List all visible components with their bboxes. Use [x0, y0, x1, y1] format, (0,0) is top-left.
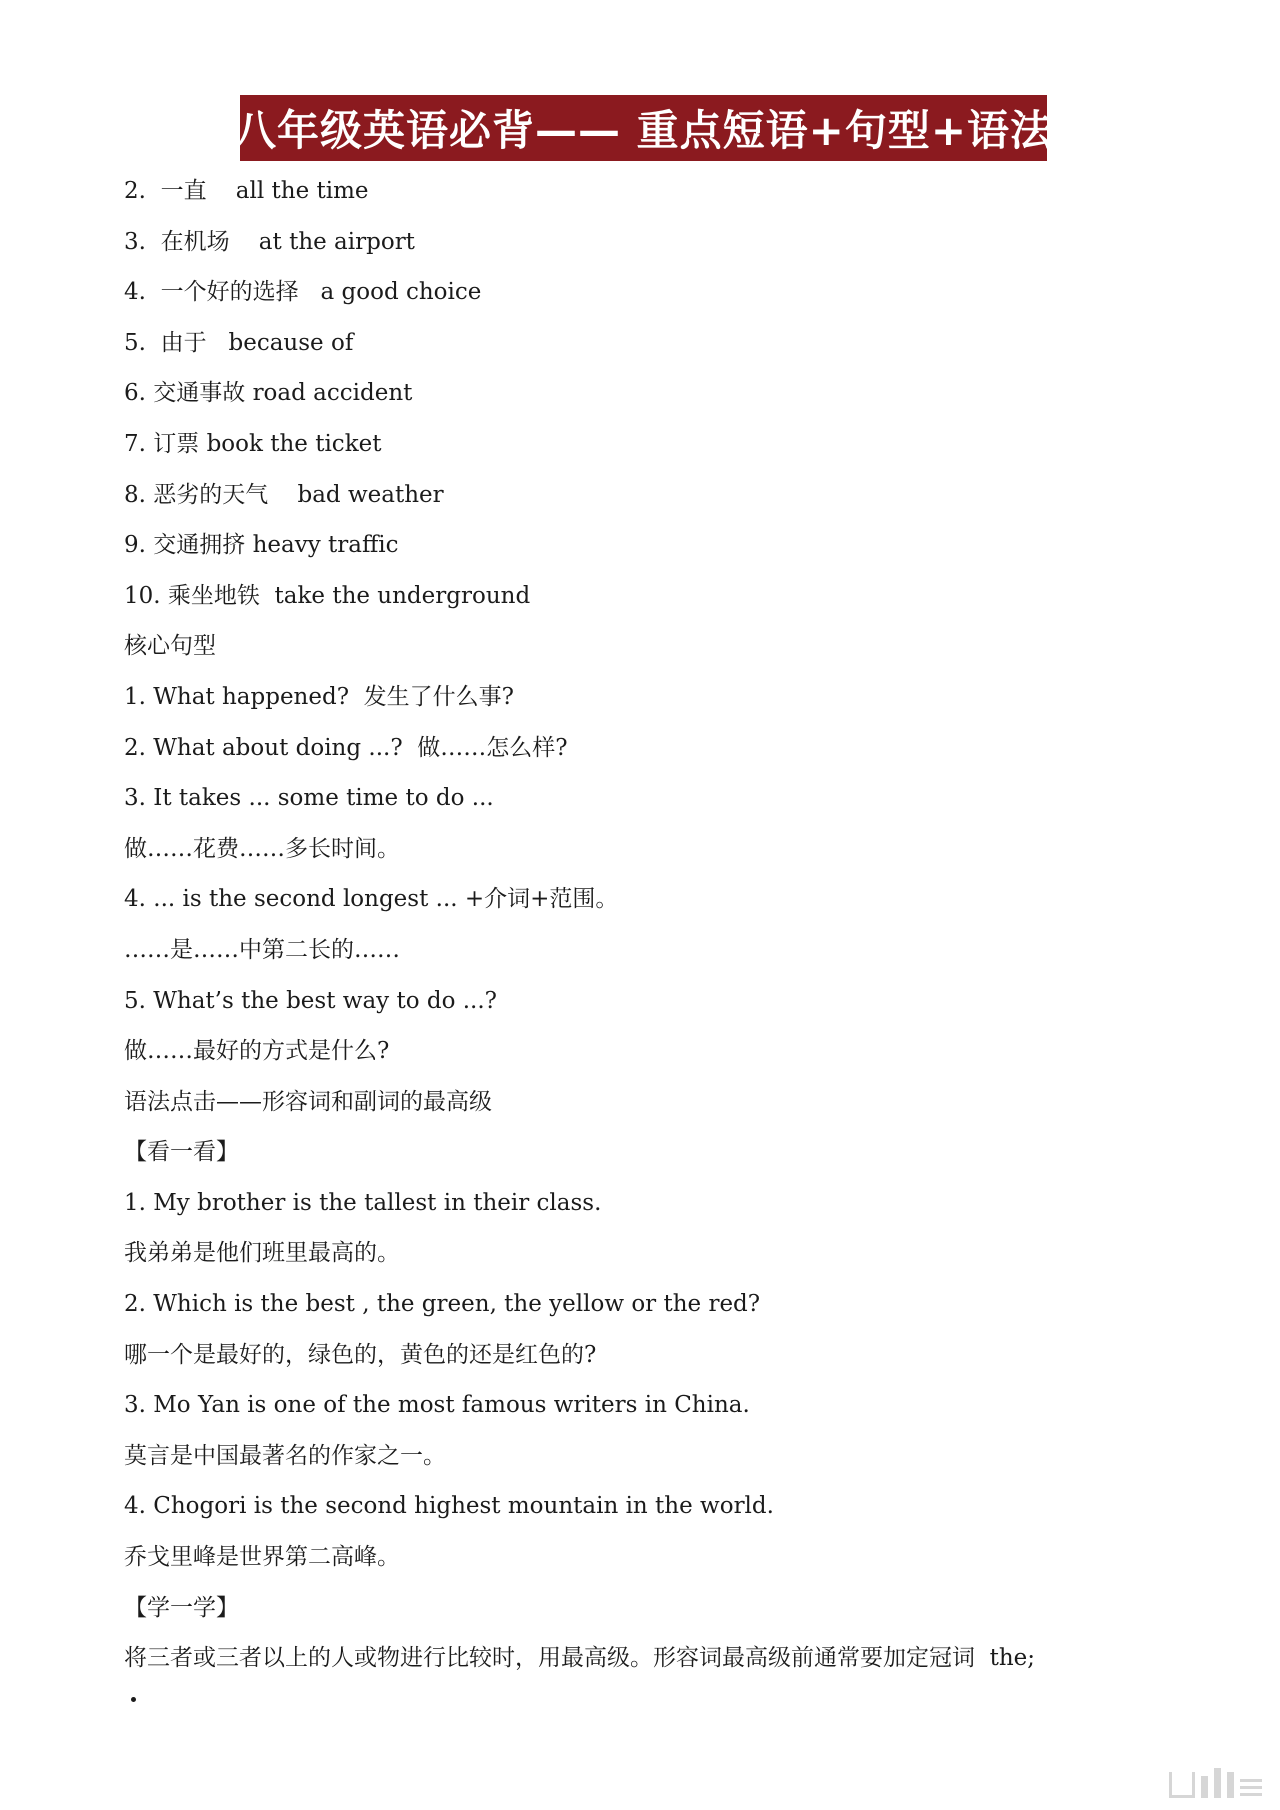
sentence-translation: ……是……中第二长的……	[124, 936, 400, 963]
example-line: 4. Chogori is the second highest mountain in the world.	[124, 1493, 774, 1520]
sentence-line: 2. What about doing ...? 做……怎么样?	[124, 734, 568, 761]
section-heading: 语法点击——形容词和副词的最高级	[124, 1088, 492, 1115]
subsection-heading: 【学一学】	[124, 1594, 239, 1621]
page-title: 八年级英语必背—— 重点短语+句型+语法	[240, 95, 1047, 161]
watermark-bar	[1227, 1772, 1234, 1798]
phrase-line: 6. 交通事故 road accident	[124, 380, 413, 407]
watermark-box	[1169, 1772, 1195, 1798]
phrase-line: 5. 由于 because of	[124, 329, 354, 356]
example-translation: 莫言是中国最著名的作家之一。	[124, 1442, 446, 1469]
example-line: 2. Which is the best , the green, the yellow or the red?	[124, 1291, 761, 1318]
example-line: 1. My brother is the tallest in their class.	[124, 1189, 602, 1216]
sentence-line: 1. What happened? 发生了什么事?	[124, 683, 514, 710]
phrase-line: 8. 恶劣的天气 bad weather	[124, 481, 444, 508]
rule-text: 将三者或三者以上的人或物进行比较时，用最高级。形容词最高级前通常要加定冠词 the;	[124, 1645, 1036, 1672]
sentence-line: 4. ... is the second longest ... +介词+范围。	[124, 886, 619, 913]
watermark-bar	[1214, 1768, 1221, 1798]
example-line: 3. Mo Yan is one of the most famous writers in China.	[124, 1392, 750, 1419]
example-translation: 哪一个是最好的，绿色的，黄色的还是红色的?	[124, 1341, 597, 1368]
sentence-translation: 做……最好的方式是什么?	[124, 1038, 390, 1065]
document-body	[124, 166, 1184, 1684]
phrase-line: 7. 订票 book the ticket	[124, 430, 382, 457]
example-translation: 我弟弟是他们班里最高的。	[124, 1240, 400, 1267]
watermark-icon	[1169, 1768, 1262, 1798]
sentence-translation: 做……花费……多长时间。	[124, 835, 400, 862]
phrase-line: 10. 乘坐地铁 take the underground	[124, 582, 531, 609]
subsection-heading: 【看一看】	[124, 1139, 239, 1166]
phrase-line: 3. 在机场 at the airport	[124, 228, 415, 255]
bullet-dot	[131, 1697, 136, 1702]
watermark-bar	[1201, 1776, 1208, 1798]
sentence-line: 5. What’s the best way to do ...?	[124, 987, 498, 1014]
section-heading: 核心句型	[124, 633, 216, 660]
phrase-line: 2. 一直 all the time	[124, 178, 369, 204]
sentence-line: 3. It takes ... some time to do ...	[124, 785, 494, 812]
watermark-lines	[1240, 1779, 1262, 1796]
phrase-line: 9. 交通拥挤 heavy traffic	[124, 532, 399, 559]
phrase-line: 4. 一个好的选择 a good choice	[124, 279, 482, 306]
example-translation: 乔戈里峰是世界第二高峰。	[124, 1544, 400, 1571]
